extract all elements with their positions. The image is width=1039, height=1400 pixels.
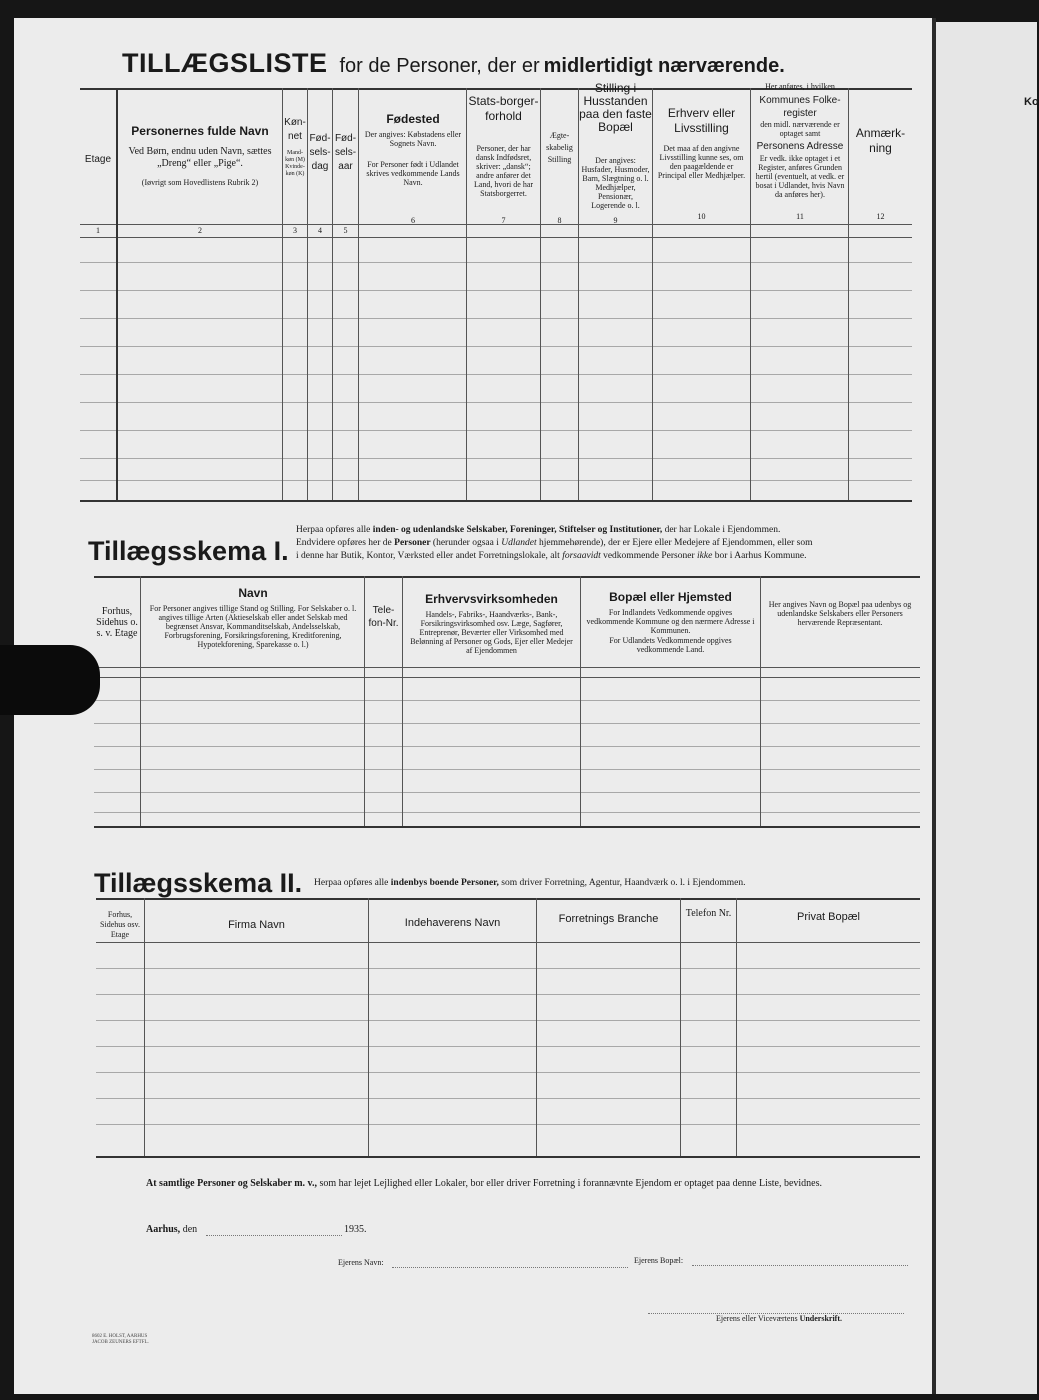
- signature-bold: Underskrift.: [799, 1314, 843, 1323]
- skema1-col-phone: Tele-fon-Nr.: [368, 605, 399, 629]
- col-occupation-sub: Det maa af den angivne Livsstilling kunne ses, om den paagældende er Principal eller Medhjælper.: [657, 144, 746, 180]
- col-num: 4: [318, 226, 322, 235]
- skema2-col-branch: Forretnings Branche: [558, 913, 659, 925]
- facing-page: [936, 22, 1037, 1394]
- attest-rest: som har lejet Lejlighed eller Lokaler, bor eller driver Forretning i forannævnte Ejendom er optaget paa denne Liste, bevidnes.: [319, 1178, 822, 1189]
- date-line: [146, 1224, 197, 1235]
- attest-bold: At samtlige Personer og Selskaber m. v.,: [146, 1178, 318, 1189]
- desc-text: forsaavidt: [562, 551, 601, 561]
- col-num: 8: [557, 216, 562, 225]
- col-sex-head: Køn-net: [284, 117, 306, 142]
- col-name-sub2: (Iøvrigt som Hovedlistens Rubrik 2): [141, 178, 259, 187]
- skema1-col-business-head: Erhvervsvirksomheden: [425, 592, 558, 606]
- skema2-col-firm: Firma Navn: [228, 919, 285, 931]
- col-birthplace-sub2: For Personer født i Udlandet skrives vedkommende Lands Navn.: [366, 160, 460, 187]
- col-register-head2: Personens Adresse: [756, 141, 844, 152]
- col-register-mid: den midl. nærværende er optaget samt: [760, 120, 840, 138]
- skema1-col-name-head: Navn: [238, 586, 268, 600]
- desc-text: vedkommende Personer: [603, 551, 695, 561]
- col-num: 6: [411, 216, 415, 225]
- desc-text: ikke: [697, 551, 713, 561]
- col-num: 11: [796, 212, 804, 221]
- col-num: 12: [876, 212, 885, 221]
- col-num: 1: [96, 226, 100, 235]
- signature-label: [716, 1314, 842, 1323]
- skema2-col-phone: Telefon Nr.: [685, 908, 732, 919]
- skema1-col-residence-head: Bopæl eller Hjemsted: [609, 590, 732, 604]
- col-register-sub: Er vedk. ikke optaget i et Register, anføres Grunden hertil (eventuelt, at vedk. er bosat i Udlandet, hvis Navn da anføres her).: [755, 154, 845, 199]
- owner-name-field[interactable]: [392, 1267, 628, 1268]
- den-label: den: [182, 1224, 198, 1235]
- year: 1935.: [344, 1224, 367, 1235]
- col-birthplace-sub: Der angives: Købstadens eller Sognets Navn.: [364, 130, 462, 148]
- col-occupation-head: Erhverv eller Livsstilling: [667, 106, 736, 135]
- skema2-col-owner: Indehaverens Navn: [404, 917, 501, 929]
- owner-address-label: Ejerens Bopæl:: [634, 1256, 684, 1265]
- desc-text: indenbys boende Personer,: [390, 878, 499, 888]
- date-field[interactable]: [206, 1235, 342, 1236]
- skema1-description: [296, 524, 921, 563]
- col-num: 2: [198, 226, 202, 235]
- skema2-col-residence: Privat Bopæl: [797, 911, 860, 923]
- skema1-col-floor: Forhus, Sidehus o. s. v. Etage: [96, 606, 138, 639]
- col-num: 7: [501, 216, 506, 225]
- col-household-sub: Der angives: Husfader, Husmoder, Barn, Slægtning o. l. Medhjælper, Pensionær, Logerende o. l.: [581, 156, 650, 210]
- skema2-description: [314, 878, 745, 888]
- col-citizenship-head: Stats-borger-forhold: [468, 94, 539, 123]
- col-name-head: Personernes fulde Navn: [131, 124, 269, 138]
- desc-text: Personer: [394, 538, 431, 548]
- skema2-heading: [94, 868, 302, 899]
- desc-text: i denne har Butik, Kontor, Værksted eller andet Forretningslokale, alt: [296, 551, 560, 561]
- col-etage-head: Etage: [84, 154, 112, 165]
- attestation-text: [146, 1178, 822, 1189]
- col-marital-head: Ægte-skabelig Stilling: [546, 131, 573, 164]
- col-num: 10: [697, 212, 706, 221]
- col-birthyear-head: Fød-sels-aar: [334, 133, 357, 172]
- col-household-head: Stilling i Husstanden paa den faste Bopæl: [579, 81, 652, 134]
- skema1-col-business-sub: Handels-, Fabriks-, Haandværks-, Bank-, Forsikringsvirksomhed osv. Læge, Sagfører, Entreprenør, Beværter eller Virksomhed med Belønning af Personer og Gods, Ejer eller Medejer af Ejendommen: [410, 610, 573, 655]
- desc-text: Herpaa opføres alle: [296, 525, 371, 535]
- desc-text: Udlandet: [501, 538, 537, 548]
- title-end: midlertidigt nærværende.: [543, 55, 785, 77]
- title-bold: TILLÆGSLISTE: [122, 48, 328, 78]
- skema1-col-name-sub: For Personer angives tillige Stand og Stilling. For Selskaber o. l. angives tillige Arten (Aktieselskab eller andet Selskab med begrænset Ansvar, Kommanditselskab, Andelsselskab, Forbrugsforening, Forsikringsforening, Kreditforening, Hypotekforening, Sparekasse o. l.): [149, 604, 357, 649]
- desc-text: (herunder ogsaa i: [432, 538, 499, 548]
- printer-line: 8602 E. HOLST, AARHUS: [92, 1334, 148, 1339]
- signature-text: Ejerens eller Viceværtens: [716, 1314, 798, 1323]
- desc-text: Herpaa opføres alle: [314, 878, 389, 888]
- col-register-head: Kommunes Folke-register: [759, 95, 841, 119]
- desc-text: inden- og udenlandske Selskaber, Foreninger, Stiftelser og Institutioner,: [372, 525, 663, 535]
- page-title: [122, 48, 785, 79]
- col-num: 9: [613, 216, 618, 225]
- facing-page-text: Ko: [1024, 96, 1039, 108]
- title-rest: for de Personer, der er: [339, 55, 540, 77]
- place: Aarhus,: [146, 1224, 181, 1235]
- col-num: 3: [293, 226, 297, 235]
- skema1-col-residence-sub2: For Udlandets Vedkommende opgives vedkommende Land.: [609, 636, 732, 654]
- skema1-col-residence-sub1: For Indlandets Vedkommende opgives vedkommende Kommune og den nærmere Adresse i Kommunen.: [586, 608, 755, 635]
- skema2-title: Tillægsskema II.: [94, 868, 303, 898]
- desc-text: der har Lokale i Ejendommen.: [664, 525, 781, 535]
- skema2-col-floor: Forhus, Sidehus osv. Etage: [100, 910, 140, 939]
- printer-line: JACOB ZEUNERS EFTFL.: [92, 1340, 149, 1345]
- desc-text: hjemmehørende), der er Ejere eller Medejere af Ejendommen, eller som: [538, 538, 813, 548]
- desc-text: bor i Aarhus Kommune.: [714, 551, 807, 561]
- owner-name-label: Ejerens Navn:: [338, 1258, 384, 1267]
- owner-address-field[interactable]: [692, 1265, 908, 1266]
- col-birthplace-head: Fødested: [386, 112, 440, 126]
- skema1-col-representative: Her angives Navn og Bopæl paa udenbys og udenlandske Selskabers eller Personers herværende Repræsentant.: [768, 600, 912, 627]
- col-num: 5: [343, 226, 348, 235]
- printer-mark: [92, 1334, 149, 1346]
- col-citizenship-sub: Personer, der har dansk Indfødsret, skriver: „dansk“; andre anfører det Land, hvori de har Statsborgerret.: [473, 144, 534, 198]
- col-sex-sub: Mand-køn (M) Kvinde-køn (K): [285, 150, 305, 177]
- desc-text: som driver Forretning, Agentur, Haandværk o. l. i Ejendommen.: [501, 878, 746, 888]
- desc-text: Endvidere opføres her de: [296, 538, 392, 548]
- col-remarks-head: Anmærk-ning: [855, 126, 906, 155]
- col-name-sub: Ved Børn, endnu uden Navn, sættes „Dreng“ eller „Pige“.: [128, 146, 272, 169]
- skema1-title: Tillægsskema I.: [88, 536, 289, 566]
- col-register-pre: Her anføres, i hvilken: [765, 82, 835, 91]
- col-birthday-head: Fød-sels-dag: [309, 133, 331, 172]
- thumb-shadow: [0, 645, 100, 715]
